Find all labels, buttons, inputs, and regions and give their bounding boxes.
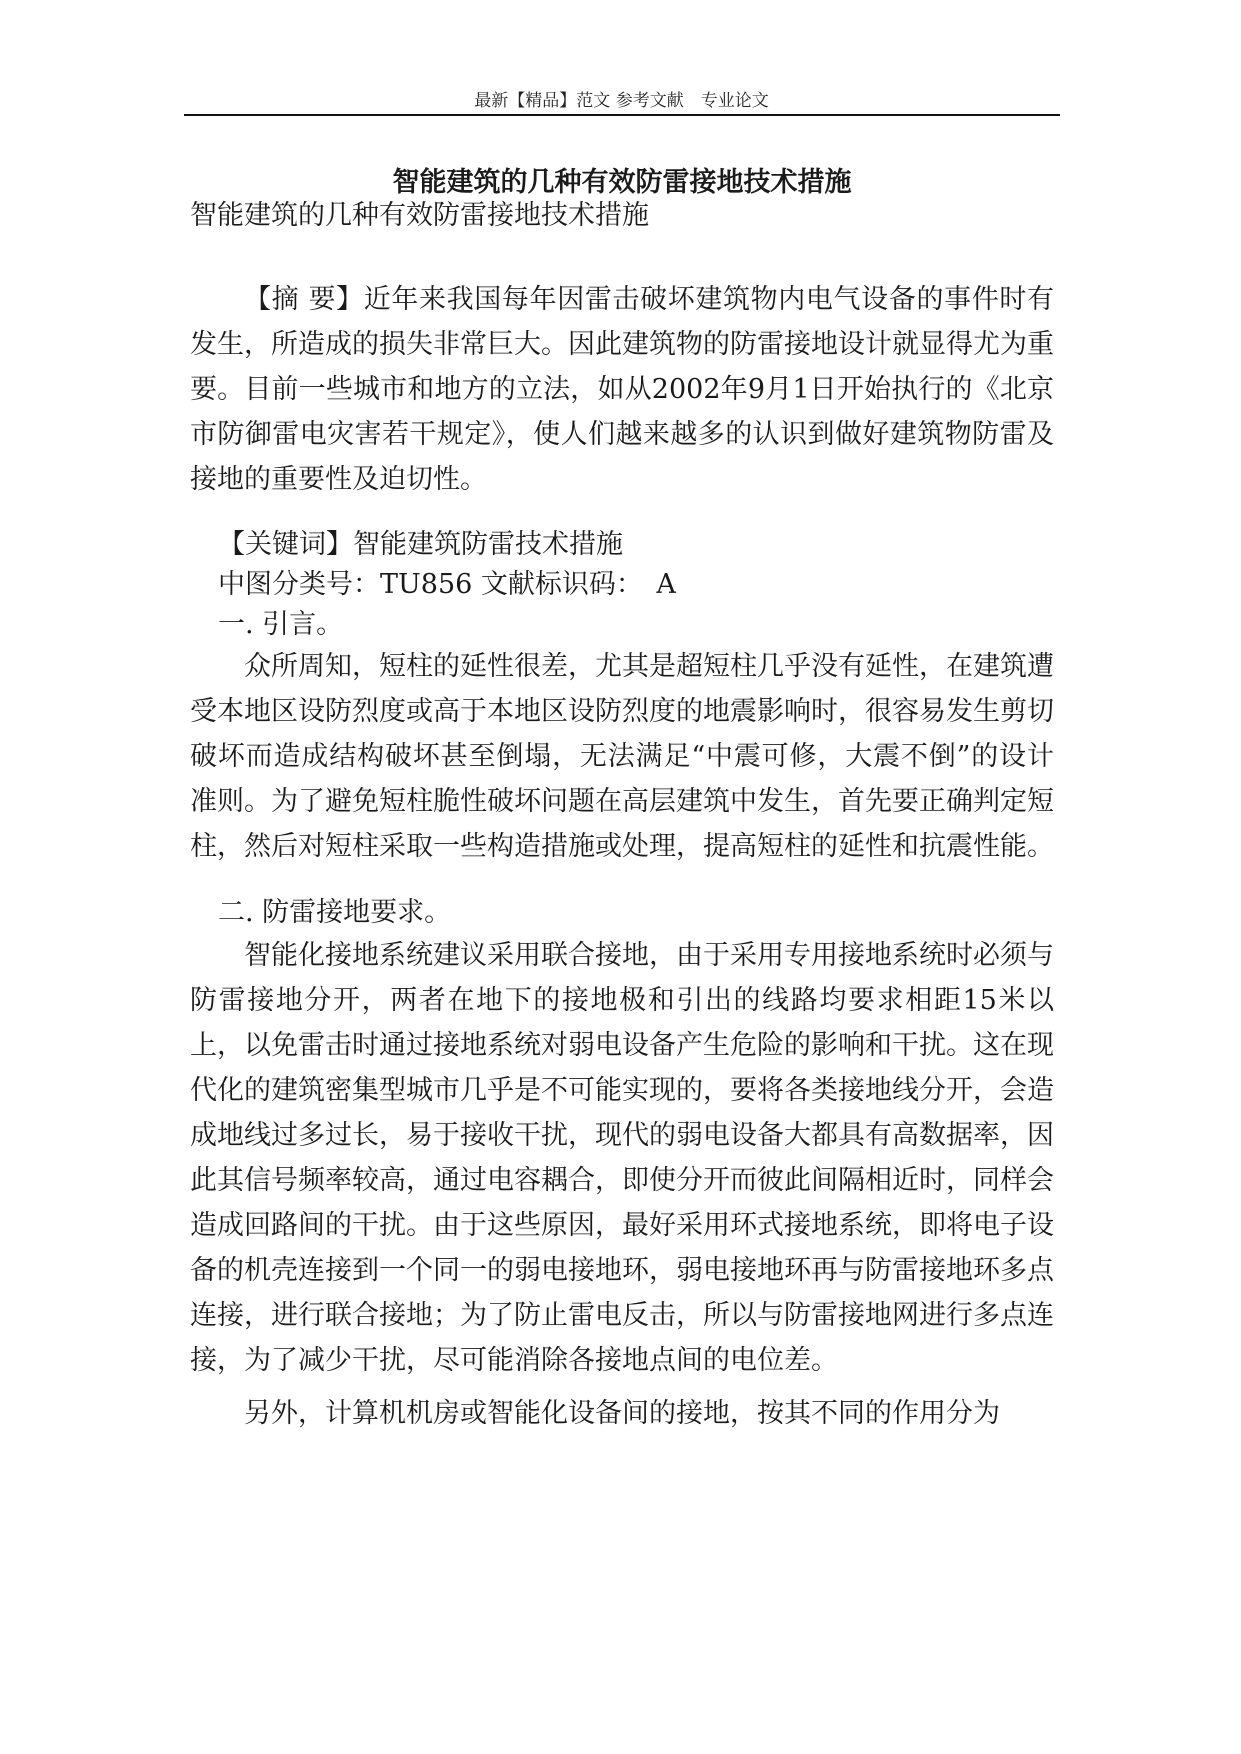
requirements-paragraph-2: 另外，计算机机房或智能化设备间的接地，按其不同的作用分为 <box>244 1398 1000 1429</box>
section-heading-intro: 一. 引言。 <box>218 609 344 640</box>
abstract-paragraph: 【摘 要】近年来我国每年因雷击破坏建筑物内电气设备的事件时有发生，所造成的损失非常巨大。因此建筑物的防雷接地设计就显得尤为重要。目前一些城市和地方的立法，如从2002年9月1日开始执行的《北京市防御雷电灾害若干规定》，使人们越来越多的认识到做好建筑物防雷及接地的重要性及迫切性。 <box>190 284 1054 495</box>
section-heading-requirements: 二. 防雷接地要求。 <box>218 897 452 928</box>
requirements-paragraph: 智能化接地系统建议采用联合接地，由于采用专用接地系统时必须与防雷接地分开，两者在地下的接地极和引出的线路均要求相距15米以上，以免雷击时通过接地系统对弱电设备产生危险的影响和干扰。这在现代化的建筑密集型城市几乎是不可能实现的，要将各类接地线分开，会造成地线过多过长，易于接收干扰，现代的弱电设备大都具有高数据率，因此其信号频率较高，通过电容耦合，即使分开而彼此间隔相近时，同样会造成回路间的干扰。由于这些原因，最好采用环式接地系统，即将电子设备的机壳连接到一个同一的弱电接地环，弱电接地环再与防雷接地环多点连接，进行联合接地；为了防止雷电反击，所以与防雷接地网进行多点连接，为了减少干扰，尽可能消除各接地点间的电位差。 <box>190 940 1054 1376</box>
classification-line: 中图分类号：TU856 文献标识码： A <box>218 569 676 600</box>
header-rule <box>184 114 1060 116</box>
document-subtitle: 智能建筑的几种有效防雷接地技术措施 <box>190 200 649 231</box>
intro-paragraph: 众所周知，短柱的延性很差，尤其是超短柱几乎没有延性，在建筑遭受本地区设防烈度或高于本地区设防烈度的地震影响时，很容易发生剪切破坏而造成结构破坏甚至倒塌，无法满足“中震可修，大震不倒”的设计准则。为了避免短柱脆性破坏问题在高层建筑中发生，首先要正确判定短柱，然后对短柱采取一些构造措施或处理，提高短柱的延性和抗震性能。 <box>190 651 1054 862</box>
document-title: 智能建筑的几种有效防雷接地技术措施 <box>392 167 852 198</box>
running-header: 最新【精品】范文 参考文献 专业论文 <box>474 91 769 111</box>
keywords-line: 【关键词】智能建筑防雷技术措施 <box>218 529 623 560</box>
